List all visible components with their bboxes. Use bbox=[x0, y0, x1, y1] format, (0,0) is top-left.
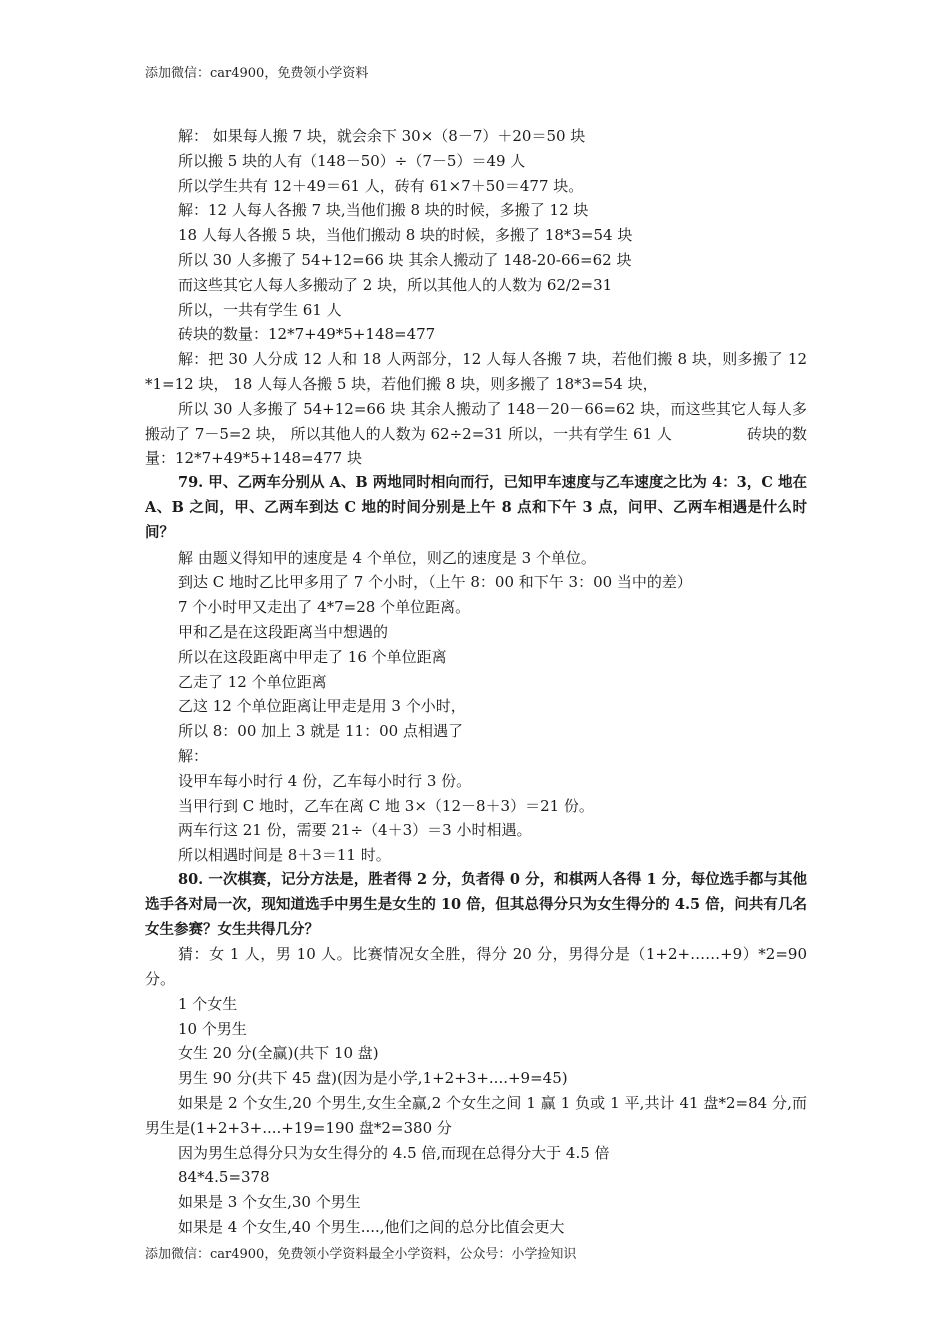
solution-line: 解： bbox=[178, 746, 209, 765]
solution-line: 所以相遇时间是 8＋3＝11 时。 bbox=[178, 846, 391, 865]
solution-line: 所以在这段距离中甲走了 16 个单位距离 bbox=[178, 647, 447, 666]
solution-line: 女生 20 分(全赢)(共下 10 盘) bbox=[178, 1044, 379, 1063]
solution-line: 所以学生共有 12＋49＝61 人，砖有 61×7＋50＝477 块。 bbox=[178, 176, 584, 195]
question-80: 80. 一次棋赛，记分方法是，胜者得 2 分，负者得 0 分，和棋两人各得 1 分，每位选手都与其他选手各对局一次，现知道选手中男生是女生的 10 倍，但其总得分只为女生得分的 4.5 倍，问共有几名女生参赛？女生共得几分？ bbox=[145, 870, 807, 938]
solution-paragraph: 所以 30 人多搬了 54+12=66 块 其余人搬动了 148－20－66=62 块，而这些其它人每人多搬动了 7－5=2 块， 所以其他人的人数为 62÷2=31 所以，一共有学生 61 人 砖块的数量：12*7+49*5+148=477 块 bbox=[145, 399, 807, 468]
document-body bbox=[145, 124, 807, 1240]
solution-line: 到达 C 地时乙比甲多用了 7 个小时，（上午 8：00 和下午 3：00 当中的差） bbox=[178, 573, 692, 592]
solution-line: 乙走了 12 个单位距离 bbox=[178, 672, 327, 691]
solution-line: 因为男生总得分只为女生得分的 4.5 倍,而现在总得分大于 4.5 倍 bbox=[178, 1143, 610, 1162]
solution-line: 解：12 人每人各搬 7 块,当他们搬 8 块的时候，多搬了 12 块 bbox=[178, 201, 589, 220]
solution-paragraph: 如果是 2 个女生,20 个男生,女生全赢,2 个女生之间 1 赢 1 负或 1 平,共计 41 盘*2=84 分,而男生是(1+2+3+....+19=190 盘*2=380 分 bbox=[145, 1094, 807, 1137]
solution-line: 解 由题义得知甲的速度是 4 个单位，则乙的速度是 3 个单位。 bbox=[178, 548, 596, 567]
solution-line: 所以搬 5 块的人有（148－50）÷（7－5）＝49 人 bbox=[178, 151, 526, 170]
question-79: 79. 甲、乙两车分别从 A、B 两地同时相向而行，已知甲车速度与乙车速度之比为 4：3，C 地在 A、B 之间，甲、乙两车到达 C 地的时间分别是上午 8 点和下午 3 点，问甲、乙两车相遇是什么时间？ bbox=[145, 474, 807, 541]
solution-line: 10 个男生 bbox=[178, 1019, 247, 1038]
solution-line: 而这些其它人每人多搬动了 2 块，所以其他人的人数为 62/2=31 bbox=[178, 275, 613, 294]
solution-line: 84*4.5=378 bbox=[178, 1168, 270, 1187]
solution-line: 乙这 12 个单位距离让甲走是用 3 个小时， bbox=[178, 697, 466, 716]
solution-line: 猜：女 1 人，男 10 人。比赛情况女全胜，得分 20 分，男得分是（1+2+……+9）*2=90 分。 bbox=[145, 945, 807, 989]
solution-paragraph: 解：把 30 人分成 12 人和 18 人两部分，12 人每人各搬 7 块，若他们搬 8 块，则多搬了 12*1=12 块， 18 人每人各搬 5 块，若他们搬 8 块，则多搬了 18*3=54 块， bbox=[145, 350, 807, 393]
solution-line: 甲和乙是在这段距离当中想遇的 bbox=[178, 622, 389, 641]
solution-line: 如果是 3 个女生,30 个男生 bbox=[178, 1193, 361, 1212]
solution-line: 所以 8：00 加上 3 就是 11：00 点相遇了 bbox=[178, 722, 463, 741]
solution-line: 设甲车每小时行 4 份，乙车每小时行 3 份。 bbox=[178, 771, 472, 790]
solution-line: 解： 如果每人搬 7 块，就会余下 30×（8－7）＋20＝50 块 bbox=[178, 127, 586, 145]
solution-line: 7 个小时甲又走出了 4*7=28 个单位距离。 bbox=[178, 598, 471, 617]
solution-line: 当甲行到 C 地时，乙车在离 C 地 3×（12－8＋3）＝21 份。 bbox=[178, 796, 594, 815]
solution-line: 如果是 4 个女生,40 个男生....,他们之间的总分比值会更大 bbox=[178, 1218, 565, 1237]
page-header: 添加微信：car4900，免费领小学资料 bbox=[145, 66, 369, 81]
solution-line: 所以，一共有学生 61 人 bbox=[178, 300, 342, 319]
solution-line: 1 个女生 bbox=[178, 994, 238, 1013]
solution-line: 砖块的数量：12*7+49*5+148=477 bbox=[178, 325, 436, 344]
solution-line: 18 人每人各搬 5 块，当他们搬动 8 块的时候，多搬了 18*3=54 块 bbox=[178, 226, 633, 245]
solution-line: 所以 30 人多搬了 54+12=66 块 其余人搬动了 148-20-66=62 块 bbox=[178, 250, 632, 269]
page-footer: 添加微信：car4900，免费领小学资料最全小学资料，公众号：小学捡知识 bbox=[145, 1247, 577, 1262]
solution-line: 两车行这 21 份，需要 21÷（4＋3）＝3 小时相遇。 bbox=[178, 821, 532, 840]
solution-line: 男生 90 分(共下 45 盘)(因为是小学,1+2+3+....+9=45) bbox=[178, 1069, 568, 1088]
